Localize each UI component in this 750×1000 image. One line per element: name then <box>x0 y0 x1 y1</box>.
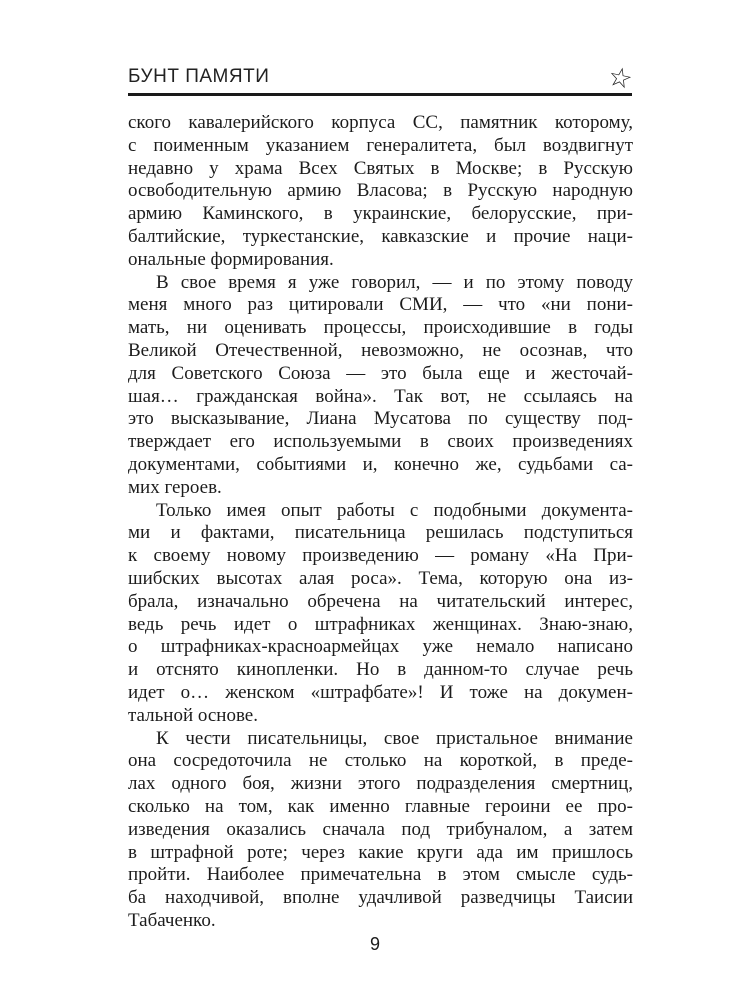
text-line: пройти. Наиболее примечательна в этом смысле судь- <box>128 864 633 886</box>
paragraph <box>128 500 633 728</box>
text-line: ведь речь идет о штрафниках женщинах. Знаю-знаю, <box>128 613 633 635</box>
body-text <box>128 112 633 933</box>
text-line: Только имея опыт работы с подобными документа- <box>156 499 633 521</box>
paragraph <box>128 112 633 272</box>
text-line: мих героев. <box>128 476 222 498</box>
text-line: о штрафниках-красноармейцах уже немало написано <box>128 636 633 658</box>
page-footer <box>0 934 750 955</box>
text-line: тверждает его используемыми в своих произведениях <box>128 431 633 453</box>
text-line: изведения оказались сначала под трибуналом, а затем <box>128 818 633 840</box>
text-line: документами, событиями и, конечно же, судьбами са- <box>128 453 633 475</box>
star-icon: ☆ <box>605 60 636 96</box>
page-header <box>128 56 636 96</box>
text-line: шая… гражданская война». Так вот, не ссылаясь на <box>128 385 633 407</box>
page-number: 9 <box>369 934 380 954</box>
text-line: и отснято кинопленки. Но в данном-то случае речь <box>128 659 633 681</box>
text-line: тальной основе. <box>128 704 258 726</box>
text-line: ского кавалерийского корпуса СС, памятник которому, <box>128 112 633 133</box>
text-line: недавно у храма Всех Святых в Москве; в Русскую <box>128 157 633 179</box>
text-line: Великой Отечественной, невозможно, не осознав, что <box>128 339 633 361</box>
text-line: идет о… женском «штрафбате»! И тоже на докумен- <box>128 681 633 703</box>
text-line: балтийские, туркестанские, кавказские и прочие наци- <box>128 225 633 247</box>
text-line: это высказывание, Лиана Мусатова по существу под- <box>128 408 633 430</box>
text-line: ми и фактами, писательница решилась подступиться <box>128 522 633 544</box>
paragraph <box>128 728 633 933</box>
text-line: мать, ни оценивать процессы, происходившие в годы <box>128 317 633 339</box>
text-line: к своему новому произведению — роману «На При- <box>128 545 633 567</box>
text-line: она сосредоточила не столько на короткой, в преде- <box>128 750 633 772</box>
paragraph <box>128 272 633 500</box>
text-line: в штрафной роте; через какие круги ада им пришлось <box>128 841 633 863</box>
text-line: ба находчивой, вполне удачливой разведчицы Таисии <box>128 887 633 909</box>
text-line: В свое время я уже говорил, — и по этому поводу <box>156 271 633 293</box>
text-line: брала, изначально обречена на читательский интерес, <box>128 590 633 612</box>
text-line: сколько на том, как именно главные героини ее про- <box>128 795 633 817</box>
running-head-title: БУНТ ПАМЯТИ <box>128 66 270 87</box>
text-line: ональные формирования. <box>128 248 334 270</box>
text-line: с поименным указанием генералитета, был воздвигнут <box>128 134 633 156</box>
text-line: лах одного боя, жизни этого подразделения смертниц, <box>128 773 633 795</box>
text-line: освободительную армию Власова; в Русскую народную <box>128 180 633 202</box>
text-line: шибских высотах алая роса». Тема, которую она из- <box>128 567 633 589</box>
text-line: К чести писательницы, свое пристальное внимание <box>156 727 633 749</box>
text-line: для Советского Союза — это была еще и жесточай- <box>128 362 633 384</box>
text-line: армию Каминского, в украинские, белорусские, при- <box>128 203 633 225</box>
text-line: Табаченко. <box>128 909 216 931</box>
text-line: меня много раз цитировали СМИ, — что «ни пони- <box>128 294 633 316</box>
